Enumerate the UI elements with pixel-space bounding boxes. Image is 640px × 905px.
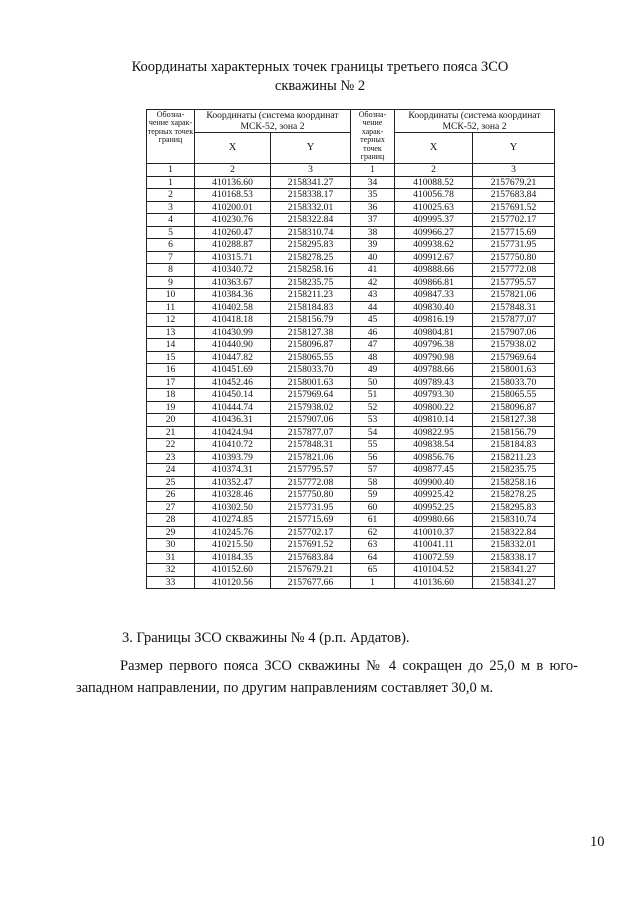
x-coordinate: 409804.81	[395, 326, 473, 339]
point-number: 1	[147, 176, 195, 189]
point-number: 64	[351, 551, 395, 564]
x-header-right: X	[395, 133, 473, 164]
point-number: 21	[147, 426, 195, 439]
y-header-right: Y	[473, 133, 555, 164]
section-3-heading: 3. Границы ЗСО скважины № 4 (р.п. Ардатов).	[122, 630, 410, 646]
x-coordinate: 410072.59	[395, 551, 473, 564]
y-coordinate: 2158235.75	[473, 464, 555, 477]
x-coordinate: 410168.53	[195, 189, 271, 202]
y-coordinate: 2157877.07	[271, 426, 351, 439]
y-coordinate: 2158341.27	[473, 576, 555, 589]
x-coordinate: 409925.42	[395, 489, 473, 502]
point-number: 30	[147, 539, 195, 552]
point-number: 12	[147, 314, 195, 327]
point-number: 29	[147, 526, 195, 539]
coord-group-header-left: Координаты (система координат МСК-52, зона 2	[195, 110, 351, 133]
x-coordinate: 410352.47	[195, 476, 271, 489]
x-coordinate: 409952.25	[395, 501, 473, 514]
x-coordinate: 410136.60	[395, 576, 473, 589]
point-number: 10	[147, 289, 195, 302]
point-number: 44	[351, 301, 395, 314]
table-row	[147, 539, 555, 552]
point-number: 53	[351, 414, 395, 427]
x-coordinate: 409793.30	[395, 389, 473, 402]
x-coordinate: 409830.40	[395, 301, 473, 314]
point-number: 39	[351, 239, 395, 252]
table-row	[147, 501, 555, 514]
y-coordinate: 2158211.23	[271, 289, 351, 302]
y-coordinate: 2157969.64	[271, 389, 351, 402]
x-coordinate: 410430.99	[195, 326, 271, 339]
column-number: 2	[195, 164, 271, 177]
x-coordinate: 410184.35	[195, 551, 271, 564]
x-coordinate: 410104.52	[395, 564, 473, 577]
x-coordinate: 410384.36	[195, 289, 271, 302]
y-coordinate: 2157821.06	[271, 451, 351, 464]
point-number: 15	[147, 351, 195, 364]
x-coordinate: 410447.82	[195, 351, 271, 364]
coordinates-table-body	[147, 176, 555, 589]
x-coordinate: 409810.14	[395, 414, 473, 427]
table-row	[147, 326, 555, 339]
y-coordinate: 2158338.17	[473, 551, 555, 564]
table-row	[147, 314, 555, 327]
x-coordinate: 410260.47	[195, 226, 271, 239]
y-coordinate: 2158001.63	[473, 364, 555, 377]
y-coordinate: 2158341.27	[473, 564, 555, 577]
x-coordinate: 410402.58	[195, 301, 271, 314]
y-coordinate: 2158127.38	[271, 326, 351, 339]
point-number: 46	[351, 326, 395, 339]
x-coordinate: 410302.50	[195, 501, 271, 514]
x-coordinate: 409980.66	[395, 514, 473, 527]
point-number: 58	[351, 476, 395, 489]
point-number: 6	[147, 239, 195, 252]
point-number: 49	[351, 364, 395, 377]
y-coordinate: 2157969.64	[473, 351, 555, 364]
point-number: 51	[351, 389, 395, 402]
table-row	[147, 564, 555, 577]
x-coordinate: 409796.38	[395, 339, 473, 352]
y-coordinate: 2158258.16	[271, 264, 351, 277]
x-coordinate: 409856.76	[395, 451, 473, 464]
y-coordinate: 2158065.55	[271, 351, 351, 364]
y-coordinate: 2157772.08	[271, 476, 351, 489]
x-coordinate: 409816.19	[395, 314, 473, 327]
point-number: 31	[147, 551, 195, 564]
y-coordinate: 2157683.84	[271, 551, 351, 564]
point-number: 59	[351, 489, 395, 502]
point-number: 13	[147, 326, 195, 339]
table-row	[147, 464, 555, 477]
y-coordinate: 2157691.52	[271, 539, 351, 552]
table-row	[147, 514, 555, 527]
table-row	[147, 401, 555, 414]
point-number: 4	[147, 214, 195, 227]
y-coordinate: 2158096.87	[473, 401, 555, 414]
x-coordinate: 409938.62	[395, 239, 473, 252]
y-coordinate: 2157795.57	[271, 464, 351, 477]
y-coordinate: 2158096.87	[271, 339, 351, 352]
point-number: 65	[351, 564, 395, 577]
x-coordinate: 410120.56	[195, 576, 271, 589]
x-coordinate: 410436.31	[195, 414, 271, 427]
point-number: 3	[147, 201, 195, 214]
table-row	[147, 526, 555, 539]
column-number: 3	[473, 164, 555, 177]
point-number: 50	[351, 376, 395, 389]
point-number: 28	[147, 514, 195, 527]
table-row	[147, 551, 555, 564]
y-coordinate: 2158001.63	[271, 376, 351, 389]
table-row	[147, 176, 555, 189]
point-number: 5	[147, 226, 195, 239]
table-row	[147, 189, 555, 202]
table-row	[147, 226, 555, 239]
x-coordinate: 409838.54	[395, 439, 473, 452]
x-coordinate: 410444.74	[195, 401, 271, 414]
point-number: 55	[351, 439, 395, 452]
point-number: 45	[351, 314, 395, 327]
x-coordinate: 409888.66	[395, 264, 473, 277]
point-number: 36	[351, 201, 395, 214]
point-number: 54	[351, 426, 395, 439]
y-coordinate: 2157731.95	[473, 239, 555, 252]
x-header-left: X	[195, 133, 271, 164]
x-coordinate: 410025.63	[395, 201, 473, 214]
section-3-paragraph: Размер первого пояса ЗСО скважины № 4 сокращен до 25,0 м в юго-западном направлении, по другим направлениям составляет 30,0 м.	[76, 658, 578, 696]
point-number: 16	[147, 364, 195, 377]
point-number: 26	[147, 489, 195, 502]
table-row	[147, 251, 555, 264]
y-coordinate: 2158295.83	[473, 501, 555, 514]
table-row	[147, 289, 555, 302]
table-row	[147, 201, 555, 214]
point-number: 2	[147, 189, 195, 202]
point-number: 32	[147, 564, 195, 577]
column-number-row	[147, 164, 555, 177]
x-coordinate: 410136.60	[195, 176, 271, 189]
y-coordinate: 2158310.74	[271, 226, 351, 239]
x-coordinate: 409789.43	[395, 376, 473, 389]
table-row	[147, 476, 555, 489]
point-number: 61	[351, 514, 395, 527]
y-coordinate: 2158295.83	[271, 239, 351, 252]
point-number: 40	[351, 251, 395, 264]
column-number: 1	[147, 164, 195, 177]
table-row	[147, 439, 555, 452]
table-row	[147, 301, 555, 314]
coordinates-table	[146, 109, 555, 589]
point-number: 24	[147, 464, 195, 477]
table-row	[147, 389, 555, 402]
point-number: 9	[147, 276, 195, 289]
y-coordinate: 2157679.21	[473, 176, 555, 189]
table-row	[147, 214, 555, 227]
y-coordinate: 2157683.84	[473, 189, 555, 202]
y-coordinate: 2157750.80	[473, 251, 555, 264]
x-coordinate: 409822.95	[395, 426, 473, 439]
point-number: 23	[147, 451, 195, 464]
point-number: 14	[147, 339, 195, 352]
point-number: 52	[351, 401, 395, 414]
table-row	[147, 489, 555, 502]
x-coordinate: 410410.72	[195, 439, 271, 452]
y-coordinate: 2157821.06	[473, 289, 555, 302]
y-coordinate: 2157795.57	[473, 276, 555, 289]
point-number: 56	[351, 451, 395, 464]
x-coordinate: 410088.52	[395, 176, 473, 189]
table-row	[147, 451, 555, 464]
y-coordinate: 2158278.25	[271, 251, 351, 264]
y-coordinate: 2158278.25	[473, 489, 555, 502]
point-number: 47	[351, 339, 395, 352]
x-coordinate: 409995.37	[395, 214, 473, 227]
point-number: 42	[351, 276, 395, 289]
x-coordinate: 410452.46	[195, 376, 271, 389]
x-coordinate: 410215.50	[195, 539, 271, 552]
x-coordinate: 409790.98	[395, 351, 473, 364]
x-coordinate: 410010.37	[395, 526, 473, 539]
point-number: 63	[351, 539, 395, 552]
point-number: 38	[351, 226, 395, 239]
x-coordinate: 410328.46	[195, 489, 271, 502]
point-number: 62	[351, 526, 395, 539]
y-coordinate: 2158065.55	[473, 389, 555, 402]
y-coordinate: 2157691.52	[473, 201, 555, 214]
point-number: 25	[147, 476, 195, 489]
column-number: 3	[271, 164, 351, 177]
y-coordinate: 2158184.83	[271, 301, 351, 314]
y-coordinate: 2158332.01	[271, 201, 351, 214]
y-coordinate: 2157750.80	[271, 489, 351, 502]
point-number: 1	[351, 576, 395, 589]
x-coordinate: 410393.79	[195, 451, 271, 464]
y-coordinate: 2157715.69	[473, 226, 555, 239]
y-coordinate: 2158258.16	[473, 476, 555, 489]
x-coordinate: 409877.45	[395, 464, 473, 477]
y-coordinate: 2158127.38	[473, 414, 555, 427]
point-header-left: Обозна-чение харак-терных точек границ	[147, 110, 195, 164]
document-title	[60, 58, 580, 96]
x-coordinate: 409788.66	[395, 364, 473, 377]
y-coordinate: 2157702.17	[473, 214, 555, 227]
x-coordinate: 410450.14	[195, 389, 271, 402]
y-coordinate: 2157938.02	[473, 339, 555, 352]
point-number: 41	[351, 264, 395, 277]
x-coordinate: 410041.11	[395, 539, 473, 552]
point-number: 22	[147, 439, 195, 452]
y-coordinate: 2158310.74	[473, 514, 555, 527]
table-row	[147, 339, 555, 352]
column-number: 2	[395, 164, 473, 177]
x-coordinate: 409800.22	[395, 401, 473, 414]
y-coordinate: 2158033.70	[473, 376, 555, 389]
x-coordinate: 410056.78	[395, 189, 473, 202]
table-row	[147, 364, 555, 377]
point-header-right: Обозна-чение харак-терных точек границ	[351, 110, 395, 164]
y-coordinate: 2158184.83	[473, 439, 555, 452]
table-row	[147, 351, 555, 364]
y-coordinate: 2157848.31	[473, 301, 555, 314]
x-coordinate: 410274.85	[195, 514, 271, 527]
y-coordinate: 2157715.69	[271, 514, 351, 527]
title-line-2: скважины № 2	[274, 78, 366, 94]
point-number: 35	[351, 189, 395, 202]
y-coordinate: 2158322.84	[271, 214, 351, 227]
x-coordinate: 410451.69	[195, 364, 271, 377]
y-coordinate: 2158341.27	[271, 176, 351, 189]
x-coordinate: 410200.01	[195, 201, 271, 214]
point-number: 19	[147, 401, 195, 414]
x-coordinate: 409912.67	[395, 251, 473, 264]
table-row	[147, 264, 555, 277]
point-number: 60	[351, 501, 395, 514]
point-number: 34	[351, 176, 395, 189]
y-coordinate: 2157938.02	[271, 401, 351, 414]
point-number: 7	[147, 251, 195, 264]
y-header-left: Y	[271, 133, 351, 164]
table-row	[147, 576, 555, 589]
point-number: 27	[147, 501, 195, 514]
x-coordinate: 410374.31	[195, 464, 271, 477]
y-coordinate: 2157877.07	[473, 314, 555, 327]
table-row	[147, 414, 555, 427]
x-coordinate: 410315.71	[195, 251, 271, 264]
x-coordinate: 410152.60	[195, 564, 271, 577]
y-coordinate: 2158322.84	[473, 526, 555, 539]
point-number: 11	[147, 301, 195, 314]
x-coordinate: 410363.67	[195, 276, 271, 289]
y-coordinate: 2157907.06	[473, 326, 555, 339]
point-number: 20	[147, 414, 195, 427]
x-coordinate: 409866.81	[395, 276, 473, 289]
x-coordinate: 410418.18	[195, 314, 271, 327]
y-coordinate: 2157848.31	[271, 439, 351, 452]
x-coordinate: 410424.94	[195, 426, 271, 439]
x-coordinate: 410340.72	[195, 264, 271, 277]
point-number: 18	[147, 389, 195, 402]
table-row	[147, 276, 555, 289]
x-coordinate: 409966.27	[395, 226, 473, 239]
y-coordinate: 2157772.08	[473, 264, 555, 277]
y-coordinate: 2158332.01	[473, 539, 555, 552]
y-coordinate: 2158156.79	[271, 314, 351, 327]
y-coordinate: 2158033.70	[271, 364, 351, 377]
point-number: 48	[351, 351, 395, 364]
coord-group-header-right: Координаты (система координат МСК-52, зона 2	[395, 110, 555, 133]
point-number: 8	[147, 264, 195, 277]
y-coordinate: 2157702.17	[271, 526, 351, 539]
table-row	[147, 426, 555, 439]
x-coordinate: 409900.40	[395, 476, 473, 489]
point-number: 37	[351, 214, 395, 227]
x-coordinate: 410440.90	[195, 339, 271, 352]
y-coordinate: 2158156.79	[473, 426, 555, 439]
x-coordinate: 410245.76	[195, 526, 271, 539]
point-number: 17	[147, 376, 195, 389]
y-coordinate: 2157907.06	[271, 414, 351, 427]
x-coordinate: 410288.87	[195, 239, 271, 252]
table-row	[147, 376, 555, 389]
y-coordinate: 2157679.21	[271, 564, 351, 577]
point-number: 33	[147, 576, 195, 589]
x-coordinate: 409847.33	[395, 289, 473, 302]
y-coordinate: 2157677.66	[271, 576, 351, 589]
column-number: 1	[351, 164, 395, 177]
y-coordinate: 2158338.17	[271, 189, 351, 202]
title-line-1: Координаты характерных точек границы третьего пояса ЗСО	[131, 59, 509, 75]
x-coordinate: 410230.76	[195, 214, 271, 227]
point-number: 43	[351, 289, 395, 302]
table-row	[147, 239, 555, 252]
y-coordinate: 2157731.95	[271, 501, 351, 514]
point-number: 57	[351, 464, 395, 477]
page-number: 10	[590, 834, 605, 850]
y-coordinate: 2158211.23	[473, 451, 555, 464]
y-coordinate: 2158235.75	[271, 276, 351, 289]
